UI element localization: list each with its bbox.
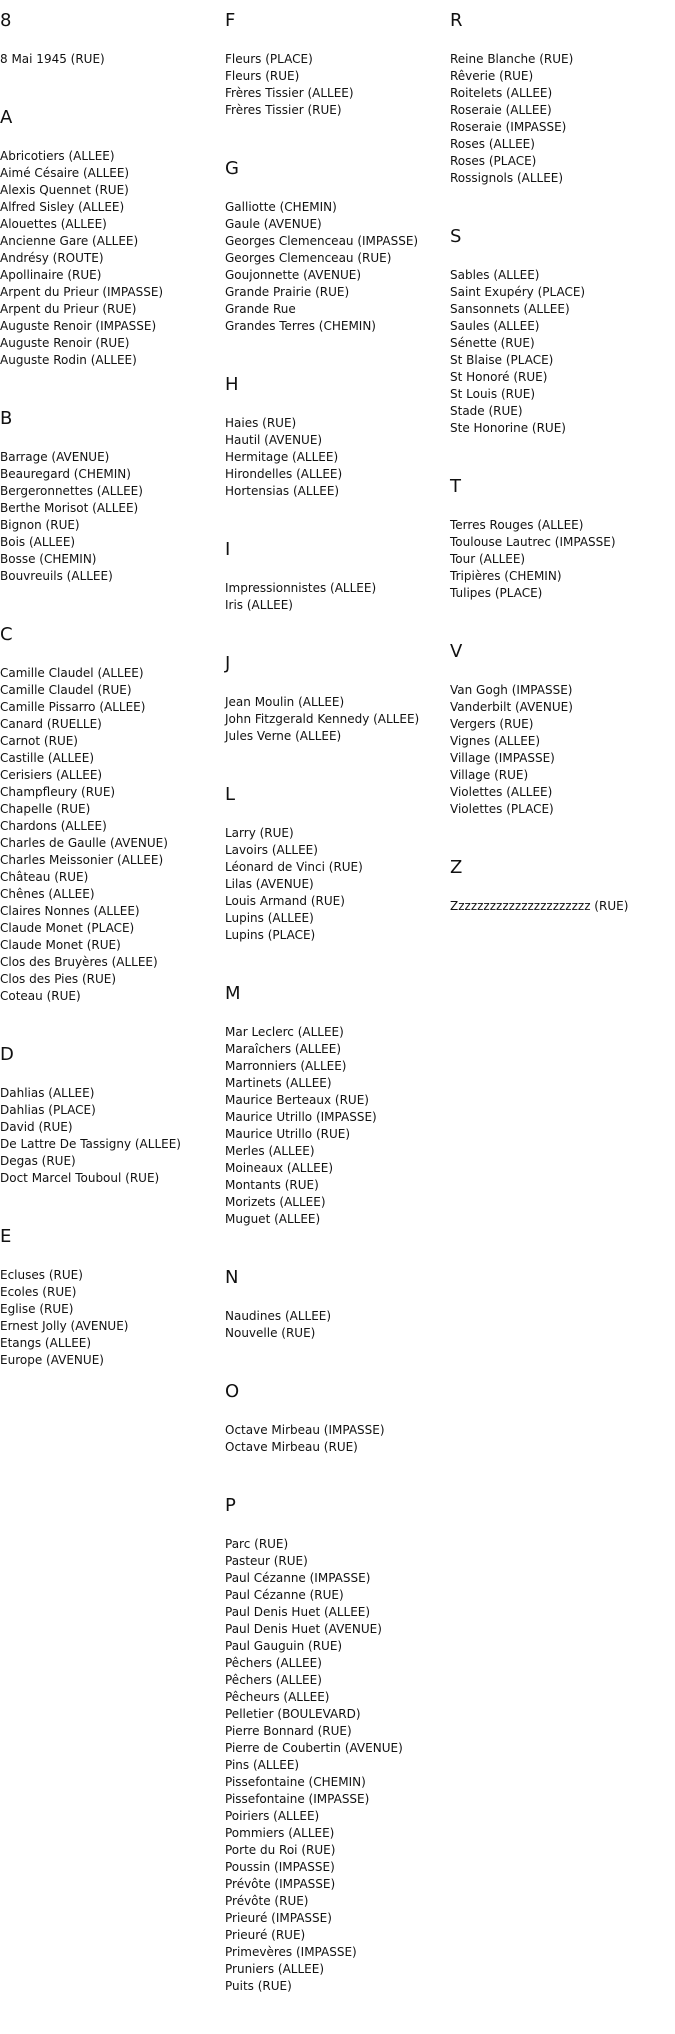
letter-heading: B xyxy=(0,408,13,429)
street-item: Pêchers (ALLEE) xyxy=(225,1656,322,1670)
street-item: Paul Denis Huet (ALLEE) xyxy=(225,1605,371,1619)
street-item: Castille (ALLEE) xyxy=(0,751,94,765)
letter-heading: 8 xyxy=(0,10,12,31)
street-item: Ste Honorine (RUE) xyxy=(450,421,566,435)
street-item: Rêverie (RUE) xyxy=(450,69,534,83)
street-item: 8 Mai 1945 (RUE) xyxy=(0,52,105,66)
letter-heading: R xyxy=(450,10,463,31)
street-item: Carnot (RUE) xyxy=(0,734,78,748)
street-item: Ecoles (RUE) xyxy=(0,1285,77,1299)
letter-heading: L xyxy=(225,784,236,805)
street-item: Grande Rue xyxy=(225,302,296,316)
street-item: Sansonnets (ALLEE) xyxy=(450,302,570,316)
letter-group xyxy=(0,1044,225,1187)
street-item: Hautil (AVENUE) xyxy=(225,433,323,447)
street-item: Doct Marcel Touboul (RUE) xyxy=(0,1171,160,1185)
street-item: Bignon (RUE) xyxy=(0,518,80,532)
index-column-1 xyxy=(0,0,225,1408)
street-list xyxy=(225,1308,450,1342)
street-item: Claires Nonnes (ALLEE) xyxy=(0,904,140,918)
letter-group xyxy=(0,107,225,369)
street-item: Maurice Utrillo (RUE) xyxy=(225,1127,351,1141)
street-item: Bouvreuils (ALLEE) xyxy=(0,569,113,583)
street-item: Poiriers (ALLEE) xyxy=(225,1809,320,1823)
street-item: Alouettes (ALLEE) xyxy=(0,217,107,231)
street-item: Charles de Gaulle (AVENUE) xyxy=(0,836,168,850)
street-item: Eglise (RUE) xyxy=(0,1302,74,1316)
street-item: Nouvelle (RUE) xyxy=(225,1326,316,1340)
street-item: John Fitzgerald Kennedy (ALLEE) xyxy=(225,712,420,726)
street-list xyxy=(225,825,450,944)
street-item: Auguste Renoir (IMPASSE) xyxy=(0,319,157,333)
street-item: Larry (RUE) xyxy=(225,826,294,840)
street-item: Prévôte (RUE) xyxy=(225,1894,309,1908)
street-item: Primevères (IMPASSE) xyxy=(225,1945,357,1959)
street-item: Barrage (AVENUE) xyxy=(0,450,110,464)
street-item: Terres Rouges (ALLEE) xyxy=(450,518,584,532)
letter-group xyxy=(450,641,675,818)
street-item: Hortensias (ALLEE) xyxy=(225,484,340,498)
street-item: Iris (ALLEE) xyxy=(225,598,293,612)
street-item: Arpent du Prieur (RUE) xyxy=(0,302,137,316)
street-item: Pêcheurs (ALLEE) xyxy=(225,1690,330,1704)
street-item: Puits (RUE) xyxy=(225,1979,292,1993)
street-item: Alexis Quennet (RUE) xyxy=(0,183,129,197)
street-item: Arpent du Prieur (IMPASSE) xyxy=(0,285,164,299)
street-item: Georges Clemenceau (IMPASSE) xyxy=(225,234,419,248)
street-item: Dahlias (ALLEE) xyxy=(0,1086,95,1100)
street-item: Auguste Renoir (RUE) xyxy=(0,336,130,350)
street-item: Ecluses (RUE) xyxy=(0,1268,83,1282)
letter-group xyxy=(450,226,675,437)
street-list xyxy=(0,1085,225,1187)
street-item: Hirondelles (ALLEE) xyxy=(225,467,343,481)
street-item: St Blaise (PLACE) xyxy=(450,353,554,367)
letter-group xyxy=(450,10,675,187)
street-item: Galliotte (CHEMIN) xyxy=(225,200,337,214)
street-list xyxy=(0,449,225,585)
street-item: Montants (RUE) xyxy=(225,1178,319,1192)
street-item: Paul Cézanne (RUE) xyxy=(225,1588,344,1602)
street-item: Europe (AVENUE) xyxy=(0,1353,104,1367)
letter-group xyxy=(225,158,450,335)
street-item: Georges Clemenceau (RUE) xyxy=(225,251,392,265)
street-list xyxy=(225,199,450,335)
street-item: Violettes (PLACE) xyxy=(450,802,554,816)
street-item: Pommiers (ALLEE) xyxy=(225,1826,335,1840)
street-item: Lilas (AVENUE) xyxy=(225,877,314,891)
street-item: Bergeronnettes (ALLEE) xyxy=(0,484,143,498)
letter-heading: F xyxy=(225,10,236,31)
street-item: Hermitage (ALLEE) xyxy=(225,450,339,464)
street-item: Dahlias (PLACE) xyxy=(0,1103,96,1117)
letter-group xyxy=(0,408,225,585)
street-item: Coteau (RUE) xyxy=(0,989,81,1003)
street-item: Beauregard (CHEMIN) xyxy=(0,467,131,481)
street-item: Jules Verne (ALLEE) xyxy=(225,729,342,743)
street-list xyxy=(225,51,450,119)
street-item: Tour (ALLEE) xyxy=(450,552,526,566)
street-item: Muguet (ALLEE) xyxy=(225,1212,321,1226)
street-item: Alfred Sisley (ALLEE) xyxy=(0,200,125,214)
street-item: De Lattre De Tassigny (ALLEE) xyxy=(0,1137,181,1151)
letter-heading: M xyxy=(225,983,241,1004)
street-item: Roitelets (ALLEE) xyxy=(450,86,553,100)
street-list xyxy=(225,580,450,614)
street-item: Pruniers (ALLEE) xyxy=(225,1962,324,1976)
street-item: Claude Monet (PLACE) xyxy=(0,921,135,935)
street-item: Ernest Jolly (AVENUE) xyxy=(0,1319,129,1333)
letter-heading: V xyxy=(450,641,463,662)
street-item: Gaule (AVENUE) xyxy=(225,217,322,231)
street-item: Pissefontaine (CHEMIN) xyxy=(225,1775,366,1789)
letter-heading: N xyxy=(225,1267,239,1288)
street-item: Sables (ALLEE) xyxy=(450,268,540,282)
letter-heading: I xyxy=(225,539,231,560)
street-item: Van Gogh (IMPASSE) xyxy=(450,683,573,697)
street-item: Ancienne Gare (ALLEE) xyxy=(0,234,139,248)
street-item: Clos des Pies (RUE) xyxy=(0,972,117,986)
street-item: Camille Claudel (ALLEE) xyxy=(0,666,144,680)
letter-group xyxy=(225,784,450,944)
street-item: Apollinaire (RUE) xyxy=(0,268,102,282)
street-item: Violettes (ALLEE) xyxy=(450,785,553,799)
street-item: Berthe Morisot (ALLEE) xyxy=(0,501,139,515)
street-item: David (RUE) xyxy=(0,1120,73,1134)
letter-heading: J xyxy=(225,653,231,674)
street-item: Saint Exupéry (PLACE) xyxy=(450,285,586,299)
street-item: Prieuré (IMPASSE) xyxy=(225,1911,332,1925)
street-item: Clos des Bruyères (ALLEE) xyxy=(0,955,158,969)
street-list xyxy=(0,148,225,369)
street-list xyxy=(0,665,225,1005)
street-item: Naudines (ALLEE) xyxy=(225,1309,332,1323)
street-item: Camille Claudel (RUE) xyxy=(0,683,132,697)
street-item: Abricotiers (ALLEE) xyxy=(0,149,115,163)
street-item: Merles (ALLEE) xyxy=(225,1144,315,1158)
street-item: Vergers (RUE) xyxy=(450,717,534,731)
letter-group xyxy=(225,983,450,1228)
street-item: Maurice Berteaux (RUE) xyxy=(225,1093,369,1107)
street-item: Moineaux (ALLEE) xyxy=(225,1161,333,1175)
street-item: Village (RUE) xyxy=(450,768,529,782)
street-list xyxy=(225,1422,450,1456)
street-list xyxy=(225,415,450,500)
street-item: St Honoré (RUE) xyxy=(450,370,548,384)
street-item: Roses (ALLEE) xyxy=(450,137,535,151)
street-item: Grandes Terres (CHEMIN) xyxy=(225,319,376,333)
street-item: Tulipes (PLACE) xyxy=(450,586,543,600)
street-list xyxy=(450,517,675,602)
street-item: Village (IMPASSE) xyxy=(450,751,555,765)
street-item: Pierre de Coubertin (AVENUE) xyxy=(225,1741,403,1755)
street-list xyxy=(0,1267,225,1369)
street-item: Tripières (CHEMIN) xyxy=(450,569,562,583)
letter-group xyxy=(225,539,450,614)
street-item: Pierre Bonnard (RUE) xyxy=(225,1724,352,1738)
street-item: Charles Meissonier (ALLEE) xyxy=(0,853,164,867)
street-item: Paul Gauguin (RUE) xyxy=(225,1639,343,1653)
street-item: Prévôte (IMPASSE) xyxy=(225,1877,336,1891)
letter-group xyxy=(450,857,675,915)
letter-group xyxy=(450,476,675,602)
street-item: Maurice Utrillo (IMPASSE) xyxy=(225,1110,377,1124)
street-item: Bois (ALLEE) xyxy=(0,535,76,549)
street-item: Rossignols (ALLEE) xyxy=(450,171,564,185)
street-item: Etangs (ALLEE) xyxy=(0,1336,92,1350)
street-item: Octave Mirbeau (IMPASSE) xyxy=(225,1423,385,1437)
letter-group xyxy=(0,624,225,1005)
street-item: Stade (RUE) xyxy=(450,404,523,418)
letter-group xyxy=(225,1381,450,1456)
letter-group xyxy=(225,1267,450,1342)
street-item: Fleurs (PLACE) xyxy=(225,52,313,66)
street-list xyxy=(450,898,675,915)
street-item: Toulouse Lautrec (IMPASSE) xyxy=(450,535,616,549)
street-item: Léonard de Vinci (RUE) xyxy=(225,860,363,874)
street-item: Aimé Césaire (ALLEE) xyxy=(0,166,130,180)
letter-heading: H xyxy=(225,374,239,395)
street-item: Claude Monet (RUE) xyxy=(0,938,121,952)
street-item: Jean Moulin (ALLEE) xyxy=(225,695,345,709)
street-item: St Louis (RUE) xyxy=(450,387,536,401)
street-item: Fleurs (RUE) xyxy=(225,69,300,83)
street-item: Impressionnistes (ALLEE) xyxy=(225,581,377,595)
street-item: Sénette (RUE) xyxy=(450,336,535,350)
letter-heading: A xyxy=(0,107,13,128)
street-item: Roseraie (ALLEE) xyxy=(450,103,552,117)
street-item: Saules (ALLEE) xyxy=(450,319,540,333)
street-item: Lavoirs (ALLEE) xyxy=(225,843,318,857)
street-item: Bosse (CHEMIN) xyxy=(0,552,97,566)
street-item: Lupins (ALLEE) xyxy=(225,911,314,925)
street-item: Grande Prairie (RUE) xyxy=(225,285,350,299)
letter-group xyxy=(225,10,450,119)
letter-group xyxy=(0,1226,225,1369)
street-item: Pêchers (ALLEE) xyxy=(225,1673,322,1687)
letter-group xyxy=(225,374,450,500)
street-item: Pissefontaine (IMPASSE) xyxy=(225,1792,370,1806)
street-item: Pelletier (BOULEVARD) xyxy=(225,1707,361,1721)
letter-heading: T xyxy=(450,476,461,497)
letter-heading: S xyxy=(450,226,462,247)
street-item: Chapelle (RUE) xyxy=(0,802,91,816)
index-column-2 xyxy=(225,0,450,2034)
street-item: Goujonnette (AVENUE) xyxy=(225,268,362,282)
street-list xyxy=(450,267,675,437)
street-item: Porte du Roi (RUE) xyxy=(225,1843,336,1857)
street-item: Andrésy (ROUTE) xyxy=(0,251,104,265)
street-item: Cerisiers (ALLEE) xyxy=(0,768,103,782)
street-item: Roses (PLACE) xyxy=(450,154,537,168)
street-item: Roseraie (IMPASSE) xyxy=(450,120,567,134)
street-list xyxy=(450,51,675,187)
street-list xyxy=(225,694,450,745)
letter-group xyxy=(225,1495,450,1995)
street-item: Frères Tissier (RUE) xyxy=(225,103,342,117)
letter-group xyxy=(225,653,450,745)
street-item: Louis Armand (RUE) xyxy=(225,894,345,908)
street-item: Chardons (ALLEE) xyxy=(0,819,107,833)
street-item: Octave Mirbeau (RUE) xyxy=(225,1440,358,1454)
street-item: Paul Cézanne (IMPASSE) xyxy=(225,1571,371,1585)
street-item: Camille Pissarro (ALLEE) xyxy=(0,700,146,714)
street-item: Prieuré (RUE) xyxy=(225,1928,306,1942)
street-item: Vignes (ALLEE) xyxy=(450,734,541,748)
street-item: Maraîchers (ALLEE) xyxy=(225,1042,342,1056)
street-item: Chênes (ALLEE) xyxy=(0,887,95,901)
index-column-3 xyxy=(450,0,675,954)
street-item: Lupins (PLACE) xyxy=(225,928,316,942)
street-item: Canard (RUELLE) xyxy=(0,717,102,731)
street-item: Pasteur (RUE) xyxy=(225,1554,308,1568)
street-list xyxy=(0,51,225,68)
street-item: Auguste Rodin (ALLEE) xyxy=(0,353,137,367)
letter-heading: C xyxy=(0,624,13,645)
street-item: Morizets (ALLEE) xyxy=(225,1195,326,1209)
street-item: Poussin (IMPASSE) xyxy=(225,1860,335,1874)
street-item: Haies (RUE) xyxy=(225,416,297,430)
street-item: Reine Blanche (RUE) xyxy=(450,52,574,66)
street-item: Degas (RUE) xyxy=(0,1154,76,1168)
street-item: Château (RUE) xyxy=(0,870,89,884)
street-list xyxy=(450,682,675,818)
letter-heading: D xyxy=(0,1044,14,1065)
street-item: Pins (ALLEE) xyxy=(225,1758,300,1772)
street-item: Champfleury (RUE) xyxy=(0,785,116,799)
street-item: Parc (RUE) xyxy=(225,1537,289,1551)
street-item: Frères Tissier (ALLEE) xyxy=(225,86,354,100)
letter-heading: O xyxy=(225,1381,240,1402)
street-list xyxy=(225,1536,450,1995)
street-item: Paul Denis Huet (AVENUE) xyxy=(225,1622,382,1636)
letter-heading: Z xyxy=(450,857,463,878)
street-item: Zzzzzzzzzzzzzzzzzzzzzz (RUE) xyxy=(450,899,629,913)
letter-heading: G xyxy=(225,158,239,179)
street-item: Mar Leclerc (ALLEE) xyxy=(225,1025,344,1039)
street-item: Marronniers (ALLEE) xyxy=(225,1059,347,1073)
letter-heading: P xyxy=(225,1495,236,1516)
street-item: Martinets (ALLEE) xyxy=(225,1076,332,1090)
street-list xyxy=(225,1024,450,1228)
street-item: Vanderbilt (AVENUE) xyxy=(450,700,573,714)
letter-heading: E xyxy=(0,1226,12,1247)
letter-group xyxy=(0,10,225,68)
